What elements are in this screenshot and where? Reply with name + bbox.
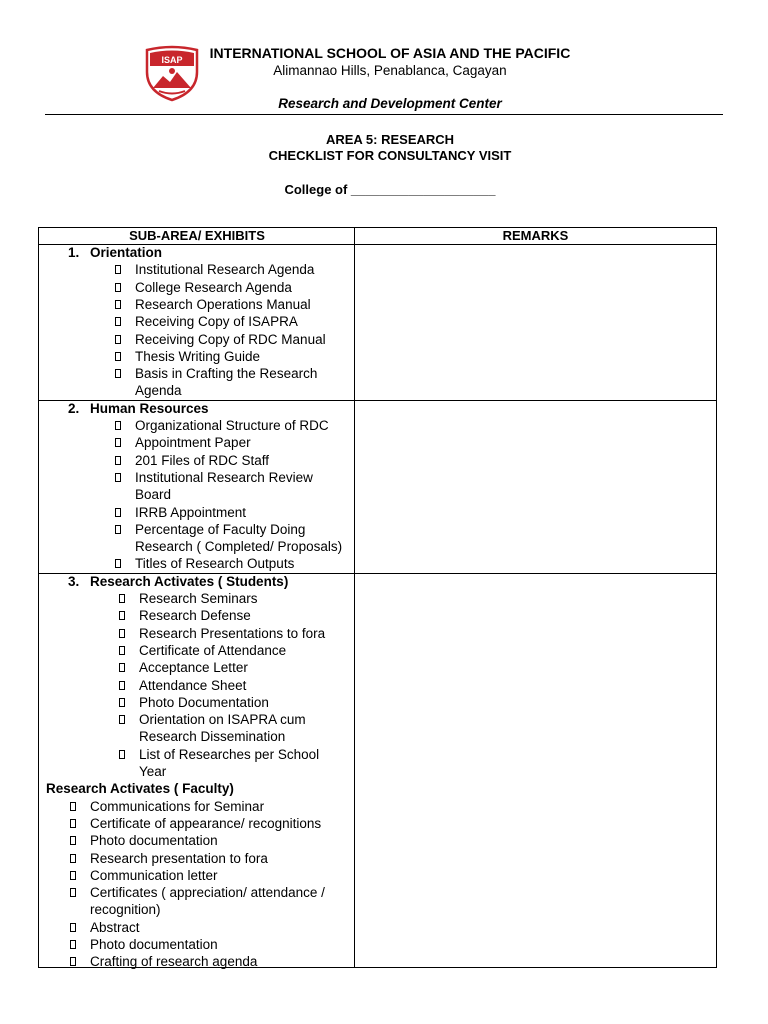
- checklist-item: Appointment Paper: [135, 435, 251, 451]
- checkbox-icon[interactable]: [115, 438, 121, 447]
- checklist-item: Research ( Completed/ Proposals): [135, 539, 343, 555]
- checkbox-icon[interactable]: [70, 802, 76, 811]
- section-title: Human Resources: [90, 400, 209, 416]
- checkbox-icon[interactable]: [70, 957, 76, 966]
- checkbox-icon[interactable]: [115, 559, 121, 568]
- logo-text: ISAP: [161, 55, 183, 65]
- checklist-item: Photo documentation: [90, 937, 218, 952]
- checkbox-icon[interactable]: [70, 854, 76, 863]
- column-header-exhibits: SUB-AREA/ EXHIBITS: [129, 228, 265, 243]
- checklist-item: College Research Agenda: [135, 279, 292, 295]
- checklist-item: Communications for Seminar: [90, 798, 265, 814]
- checkbox-icon[interactable]: [115, 456, 121, 465]
- checklist-item: List of Researches per School: [139, 746, 320, 762]
- checklist-item: Thesis Writing Guide: [135, 348, 261, 364]
- checklist-item: Basis in Crafting the Research: [135, 366, 318, 382]
- org-address: Alimannao Hills, Penablanca, Cagayan: [273, 63, 507, 78]
- checklist-item: Institutional Research Agenda: [135, 262, 315, 278]
- checklist-item: Research Dissemination: [139, 729, 286, 745]
- section-title: Research Activates ( Faculty): [46, 781, 234, 797]
- checklist-item: Year: [139, 764, 167, 779]
- checkbox-icon[interactable]: [115, 421, 121, 430]
- checkbox-icon[interactable]: [70, 923, 76, 932]
- checklist-item: Photo Documentation: [139, 694, 269, 710]
- org-name: INTERNATIONAL SCHOOL OF ASIA AND THE PACIFIC: [209, 45, 571, 61]
- checklist-item: Institutional Research Review: [135, 469, 313, 485]
- checkbox-icon[interactable]: [115, 317, 121, 326]
- checkbox-icon[interactable]: [115, 300, 121, 309]
- checkbox-icon[interactable]: [119, 715, 125, 724]
- checkbox-icon[interactable]: [119, 594, 125, 603]
- college-field: College of ____________________: [284, 182, 496, 197]
- header-divider: [45, 114, 723, 115]
- checkbox-icon[interactable]: [115, 508, 121, 517]
- checklist-item: Abstract: [90, 919, 140, 935]
- checklist-item: Agenda: [135, 383, 182, 399]
- section-number: 1.: [68, 245, 80, 260]
- checkbox-icon[interactable]: [115, 265, 121, 274]
- checkbox-icon[interactable]: [119, 698, 125, 707]
- section-title: Research Activates ( Students): [90, 573, 289, 589]
- checkbox-icon[interactable]: [115, 369, 121, 378]
- checklist-item: Research Operations Manual: [135, 296, 311, 312]
- checklist-item: Receiving Copy of ISAPRA: [135, 314, 298, 330]
- checkbox-icon[interactable]: [70, 871, 76, 880]
- checklist-item: Photo documentation: [90, 833, 218, 849]
- checklist-item: Crafting of research agenda: [90, 954, 258, 970]
- checkbox-icon[interactable]: [115, 473, 121, 482]
- checkbox-icon[interactable]: [119, 681, 125, 690]
- checkbox-icon[interactable]: [115, 352, 121, 361]
- checkbox-icon[interactable]: [115, 525, 121, 534]
- checklist-item: Certificate of Attendance: [139, 642, 287, 658]
- checklist-item: Receiving Copy of RDC Manual: [135, 331, 326, 347]
- checklist-item: Organizational Structure of RDC: [135, 418, 329, 433]
- checkbox-icon[interactable]: [70, 836, 76, 845]
- checklist-item: Research Presentations to fora: [139, 625, 326, 641]
- checkbox-icon[interactable]: [119, 646, 125, 655]
- checklist-item: 201 Files of RDC Staff: [135, 452, 270, 468]
- checkbox-icon[interactable]: [119, 629, 125, 638]
- section-number: 3.: [68, 573, 80, 589]
- checkbox-icon[interactable]: [115, 283, 121, 292]
- checklist-title: CHECKLIST FOR CONSULTANCY VISIT: [268, 148, 512, 163]
- checklist-item: IRRB Appointment: [135, 504, 247, 520]
- checklist-item: Orientation on ISAPRA cum: [139, 712, 306, 728]
- section-title: Orientation: [90, 245, 163, 260]
- checkbox-icon[interactable]: [119, 611, 125, 620]
- checklist-item: Titles of Research Outputs: [135, 556, 295, 572]
- checkbox-icon[interactable]: [70, 940, 76, 949]
- checkbox-icon[interactable]: [70, 888, 76, 897]
- checkbox-icon[interactable]: [119, 663, 125, 672]
- checklist-item: Research presentation to fora: [90, 850, 268, 866]
- checklist-item: Certificate of appearance/ recognitions: [90, 815, 322, 831]
- checklist-item: Communication letter: [90, 867, 218, 883]
- checklist-item: Percentage of Faculty Doing: [135, 521, 306, 537]
- checkbox-icon[interactable]: [70, 819, 76, 828]
- checkbox-icon[interactable]: [119, 750, 125, 759]
- section-number: 2.: [68, 400, 80, 416]
- checklist-item: Acceptance Letter: [139, 660, 248, 676]
- checklist-item: Certificates ( appreciation/ attendance /: [90, 885, 325, 901]
- checklist-item: Research Defense: [139, 608, 251, 624]
- checklist-item: Research Seminars: [139, 591, 258, 606]
- center-name: Research and Development Center: [278, 96, 502, 111]
- checklist-item: recognition): [90, 902, 161, 918]
- column-header-remarks: REMARKS: [502, 228, 569, 243]
- area-title: AREA 5: RESEARCH: [325, 132, 455, 147]
- checkbox-icon[interactable]: [115, 335, 121, 344]
- checklist-table: [38, 227, 717, 968]
- checklist-item: Board: [135, 487, 172, 503]
- table-header: [39, 228, 716, 245]
- column-divider: [354, 228, 355, 967]
- checklist-item: Attendance Sheet: [139, 677, 247, 693]
